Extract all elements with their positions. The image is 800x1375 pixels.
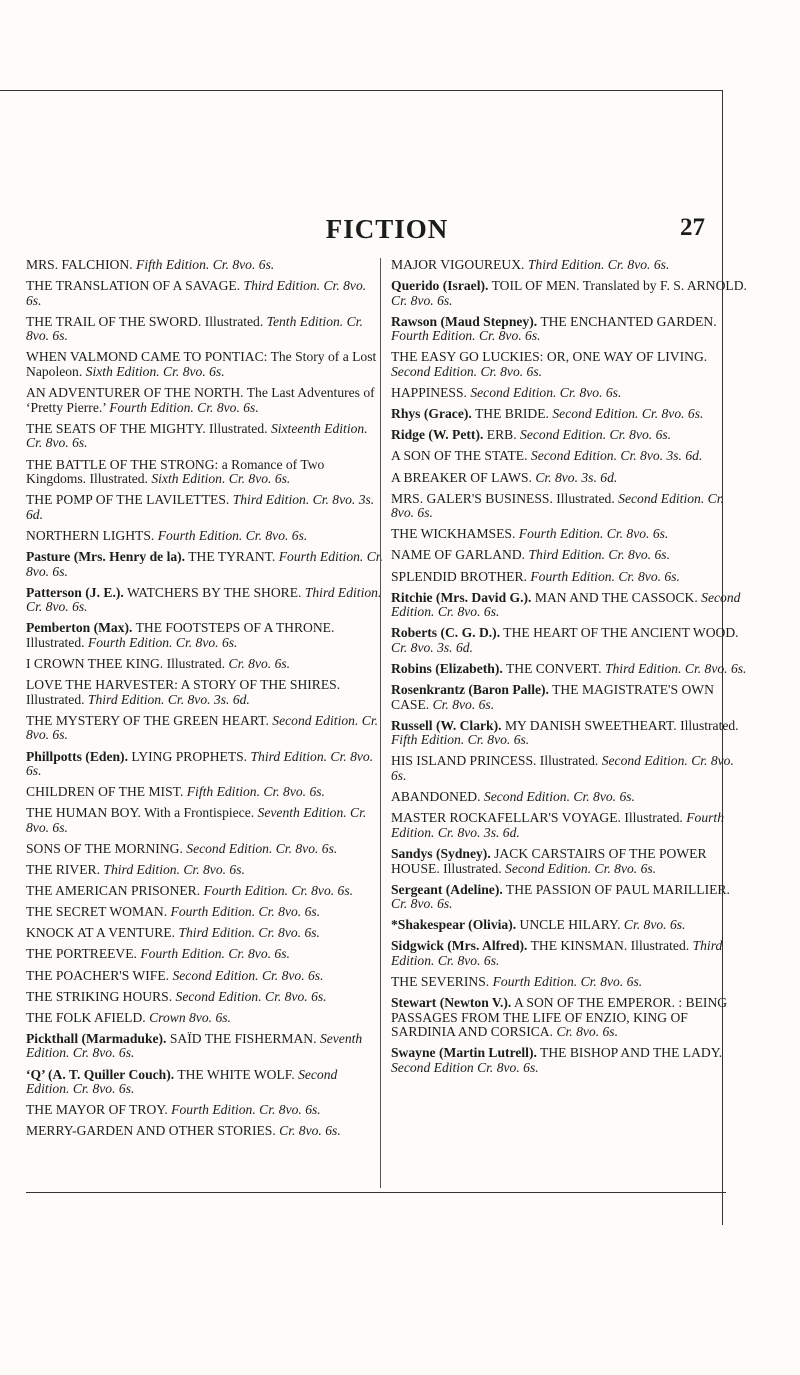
entry-author: Roberts (C. G. D.). xyxy=(391,625,501,641)
entry-edition-price: Second Edition. Cr. 8vo. 6s. xyxy=(552,406,704,422)
catalogue-entry xyxy=(26,1068,384,1097)
catalogue-entry xyxy=(391,790,749,805)
entry-edition-price: Fourth Edition. Cr. 8vo. 6s. xyxy=(530,568,680,584)
entry-title: THE PORTREEVE. xyxy=(26,946,137,962)
entry-title: MASTER ROCKAFELLAR'S VOYAGE. Illustrated. xyxy=(391,810,683,826)
catalogue-entry xyxy=(26,884,384,899)
entry-author: Russell (W. Clark). xyxy=(391,717,502,733)
entry-title: THE MAYOR OF TROY. xyxy=(26,1102,168,1118)
catalogue-entry xyxy=(391,591,749,620)
entry-edition-price: Second Edition. Cr. 8vo. 6s. xyxy=(26,712,379,743)
entry-author: Ridge (W. Pett). xyxy=(391,427,484,443)
entry-title: A BREAKER OF LAWS. xyxy=(391,469,532,485)
entry-edition-price: Sixth Edition. Cr. 8vo. 6s. xyxy=(151,471,291,487)
catalogue-entry xyxy=(26,350,384,379)
entry-title: ABANDONED. xyxy=(391,789,481,805)
entry-title: THE KINSMAN. Illustrated. xyxy=(530,938,690,954)
entry-edition-price: Third Edition. Cr. 8vo. 6s. xyxy=(26,584,382,615)
entry-title: NORTHERN LIGHTS. xyxy=(26,527,155,543)
catalogue-entry xyxy=(26,586,384,615)
entry-edition-price: Third Edition. Cr. 8vo. 6s. xyxy=(527,257,670,272)
entry-author: Querido (Israel). xyxy=(391,278,489,294)
catalogue-entry xyxy=(391,527,749,542)
catalogue-entry xyxy=(391,548,749,563)
entry-author: Robins (Elizabeth). xyxy=(391,660,503,676)
entry-title: MAJOR VIGOUREUX. xyxy=(391,257,525,272)
entry-edition-price: Second Edition. Cr. 8vo. 6s. xyxy=(172,967,324,983)
entry-title: THE SEATS OF THE MIGHTY. Illustrated. xyxy=(26,420,268,436)
entry-edition-price: Sixth Edition. Cr. 8vo. 6s. xyxy=(85,364,225,380)
entry-author: Phillpotts (Eden). xyxy=(26,748,128,764)
entry-title: THE FOOTSTEPS OF A THRONE. Illustrated. xyxy=(26,620,335,650)
entry-title: WHEN VALMOND CAME TO PONTIAC: The Story of a Lost Napoleon. xyxy=(26,349,377,380)
entry-title: THE ENCHANTED GARDEN. xyxy=(540,313,717,329)
section-title: FICTION xyxy=(325,214,449,244)
entry-title: THE PASSION OF PAUL MARILLIER. xyxy=(505,881,730,897)
catalogue-entry xyxy=(391,350,749,379)
catalogue-entry xyxy=(391,471,749,486)
catalogue-entry xyxy=(391,492,749,521)
entry-edition-price: Third Edition. Cr. 8vo. 6s. xyxy=(604,660,747,676)
entry-edition-price: Fifth Edition. Cr. 8vo. 6s. xyxy=(186,784,325,800)
entry-title: THE AMERICAN PRISONER. xyxy=(26,883,201,899)
entry-edition-price: Fourth Edition. Cr. 8vo. 6s. xyxy=(26,549,383,579)
entry-title: SAÏD THE FISHERMAN. xyxy=(169,1030,317,1046)
entry-edition-price: Fourth Edition. Cr. 8vo. 3s. 6d. xyxy=(391,810,724,840)
entry-edition-price: Sixteenth Edition. Cr. 8vo. 6s. xyxy=(26,420,368,451)
entry-edition-price: Fourth Edition. Cr. 8vo. 6s. xyxy=(157,527,308,543)
catalogue-entry xyxy=(391,719,749,748)
entry-edition-price: Fourth Edition. Cr. 8vo. 6s. xyxy=(518,526,669,542)
entry-edition-price: Cr. 8vo. 6s. xyxy=(391,292,453,308)
catalogue-entry xyxy=(391,996,749,1040)
catalogue-entry xyxy=(391,386,749,401)
entry-title: JACK CARSTAIRS OF THE POWER HOUSE. Illustrated. xyxy=(391,845,707,876)
entry-edition-price: Cr. 8vo. 6s. xyxy=(279,1123,341,1139)
entry-edition-price: Crown 8vo. 6s. xyxy=(149,1009,231,1025)
catalogue-entry xyxy=(391,315,749,344)
entry-author: Stewart (Newton V.). xyxy=(391,995,512,1011)
entry-edition-price: Third Edition. Cr. 8vo. 6s. xyxy=(528,547,670,563)
catalogue-entry xyxy=(26,657,384,672)
catalogue-entry xyxy=(26,842,384,857)
catalogue-entry xyxy=(391,975,749,990)
entry-edition-price: Third Edition. Cr. 8vo. 3s. 6d. xyxy=(26,492,375,522)
catalogue-entry xyxy=(391,754,749,783)
page-number: 27 xyxy=(680,214,705,241)
entry-title: UNCLE HILARY. xyxy=(519,917,621,933)
catalogue-entry xyxy=(26,1124,384,1139)
entry-title: LOVE THE HARVESTER: A STORY OF THE SHIRES. Illustrated. xyxy=(26,677,341,707)
catalogue-entry xyxy=(391,662,749,677)
entry-edition-price: Fourth Edition. Cr. 8vo. 6s. xyxy=(492,974,643,990)
catalogue-entry xyxy=(26,750,384,779)
entry-title: THE MYSTERY OF THE GREEN HEART. xyxy=(26,712,269,728)
catalogue-entry xyxy=(26,1103,384,1118)
entry-title: THE BISHOP AND THE LADY. xyxy=(540,1045,723,1061)
entry-title: NAME OF GARLAND. xyxy=(391,547,526,563)
entry-edition-price: Third Edition. Cr. 8vo. 6s. xyxy=(178,925,320,941)
entry-author: *Shakespear (Olivia). xyxy=(391,917,517,933)
entry-edition-price: Cr. 8vo. 3s. 6d. xyxy=(535,469,618,485)
entry-edition-price: Second Edition. Cr. 8vo. 6s. xyxy=(505,860,657,876)
entry-edition-price: Fourth Edition. Cr. 8vo. 6s. xyxy=(171,1102,321,1118)
entry-edition-price: Cr. 8vo. 6s. xyxy=(432,696,495,712)
catalogue-entry xyxy=(26,1032,384,1061)
entry-edition-price: Second Edition. Cr. 8vo. 6s. xyxy=(470,385,622,401)
column-divider xyxy=(380,258,381,1188)
entry-author: Rhys (Grace). xyxy=(391,406,472,422)
entry-edition-price: Second Edition. Cr. 8vo. 6s. xyxy=(391,490,724,521)
catalogue-entry xyxy=(26,990,384,1005)
catalogue-entry xyxy=(26,529,384,544)
entry-author: Pemberton (Max). xyxy=(26,620,133,636)
catalogue-entry xyxy=(26,1011,384,1026)
entry-title: SONS OF THE MORNING. xyxy=(26,841,183,856)
entry-title: CHILDREN OF THE MIST. xyxy=(26,784,184,800)
catalogue-entry xyxy=(26,905,384,920)
entry-edition-price: Second Edition. Cr. 8vo. 6s. xyxy=(391,753,734,784)
entry-title: HAPPINESS. xyxy=(391,385,467,401)
entry-title: HIS ISLAND PRINCESS. Illustrated. xyxy=(391,753,599,769)
catalogue-entry xyxy=(391,407,749,422)
entry-edition-price: Seventh Edition. Cr. 8vo. 6s. xyxy=(26,805,367,835)
top-border-line xyxy=(0,90,722,91)
entry-title: ERB. xyxy=(486,427,517,443)
entry-edition-price: Seventh Edition. Cr. 8vo. 6s. xyxy=(26,1030,363,1061)
entry-title: MRS. GALER'S BUSINESS. Illustrated. xyxy=(391,490,615,506)
catalogue-entry xyxy=(26,621,384,650)
entry-title: MERRY-GARDEN AND OTHER STORIES. xyxy=(26,1123,276,1139)
catalogue-entry xyxy=(26,926,384,941)
entry-title: THE TYRANT. xyxy=(188,549,276,564)
catalogue-entry xyxy=(26,550,384,579)
entry-edition-price: Fourth Edition. Cr. 8vo. 6s. xyxy=(109,399,259,415)
catalogue-entry xyxy=(391,279,749,308)
entry-author: Sidgwick (Mrs. Alfred). xyxy=(391,938,528,954)
catalogue-entry xyxy=(26,493,384,522)
entry-author: Sergeant (Adeline). xyxy=(391,881,503,897)
entry-title: THE MAGISTRATE'S OWN CASE. xyxy=(391,682,714,712)
entry-author: Sandys (Sydney). xyxy=(391,845,491,861)
bottom-rule xyxy=(26,1192,726,1193)
entry-author: Pasture (Mrs. Henry de la). xyxy=(26,549,186,564)
entry-title: THE TRAIL OF THE SWORD. Illustrated. xyxy=(26,313,264,329)
catalogue-entry xyxy=(26,969,384,984)
entry-title: A SON OF THE STATE. xyxy=(391,448,528,464)
entry-title: I CROWN THEE KING. Illustrated. xyxy=(26,656,226,672)
entry-edition-price: Second Edition. Cr. 8vo. 6s. xyxy=(391,589,741,620)
entry-edition-price: Cr. 8vo. 6s. xyxy=(228,656,291,672)
entry-edition-price: Third Edition. Cr. 8vo. 6s. xyxy=(26,748,374,779)
catalogue-entry xyxy=(26,258,384,273)
entry-edition-price: Third Edition. Cr. 8vo. 3s. 6d. xyxy=(87,691,250,707)
entry-edition-price: Third Edition. Cr. 8vo. 6s. xyxy=(26,278,367,308)
entry-title: THE SECRET WOMAN. xyxy=(26,904,168,920)
catalogue-entry xyxy=(26,714,384,743)
catalogue-entry xyxy=(391,811,749,840)
entry-edition-price: Fifth Edition. Cr. 8vo. 6s. xyxy=(391,732,530,748)
catalogue-entry xyxy=(26,785,384,800)
entry-edition-price: Fourth Edition. Cr. 8vo. 6s. xyxy=(170,904,321,920)
catalogue-entry xyxy=(26,678,384,707)
entry-title: THE BATTLE OF THE STRONG: a Romance of Two Kingdoms. Illustrated. xyxy=(26,456,325,487)
catalogue-entry xyxy=(391,570,749,585)
catalogue-entry xyxy=(26,947,384,962)
entry-edition-price: Fourth Edition. Cr. 8vo. 6s. xyxy=(87,634,238,650)
entry-author: ‘Q’ (A. T. Quiller Couch). xyxy=(26,1066,175,1082)
entry-edition-price: Second Edition. Cr. 8vo. 6s. xyxy=(175,988,327,1004)
entry-title: MRS. FALCHION. xyxy=(26,257,133,272)
entry-title: THE WHITE WOLF. xyxy=(177,1066,295,1082)
entry-edition-price: Fifth Edition. Cr. 8vo. 6s. xyxy=(136,257,275,272)
catalogue-entry xyxy=(391,428,749,443)
entry-title: THE FOLK AFIELD. xyxy=(26,1009,146,1025)
entry-edition-price: Second Edition. Cr. 8vo. 6s. xyxy=(520,427,672,443)
catalogue-entry xyxy=(26,386,384,415)
entry-title: THE TRANSLATION OF A SAVAGE. xyxy=(26,278,241,294)
entry-title: AN ADVENTURER OF THE NORTH. The Last Adventures of ‘Pretty Pierre.’ xyxy=(26,385,375,415)
entry-title: THE BRIDE. xyxy=(474,406,549,422)
entry-author: Pickthall (Marmaduke). xyxy=(26,1030,167,1046)
entry-title: THE SEVERINS. xyxy=(391,974,490,990)
entry-edition-price: Second Edition Cr. 8vo. 6s. xyxy=(391,1060,539,1076)
entry-title: THE STRIKING HOURS. xyxy=(26,988,173,1004)
entry-title: THE POACHER'S WIFE. xyxy=(26,967,170,983)
catalogue-entry xyxy=(26,279,384,308)
entry-author: Swayne (Martin Lutrell). xyxy=(391,1045,537,1061)
entry-edition-price: Second Edition. Cr. 8vo. 6s. xyxy=(391,364,543,380)
entry-edition-price: Second Edition. Cr. 8vo. 6s. xyxy=(483,789,635,805)
entry-title: THE HEART OF THE ANCIENT WOOD. xyxy=(503,625,739,641)
entry-author: Ritchie (Mrs. David G.). xyxy=(391,589,532,605)
entry-edition-price: Second Edition. Cr. 8vo. 6s. xyxy=(186,841,338,856)
entry-title: TOIL OF MEN. Translated by F. S. ARNOLD. xyxy=(491,278,747,294)
entry-edition-price: Second Edition. Cr. 8vo. 3s. 6d. xyxy=(530,448,703,464)
entry-title: THE HUMAN BOY. With a Frontispiece. xyxy=(26,805,255,821)
entry-edition-price: Cr. 8vo. 3s. 6d. xyxy=(391,639,473,655)
entry-edition-price: Cr. 8vo. 6s. xyxy=(391,896,453,912)
entry-title: THE CONVERT. xyxy=(505,660,602,676)
entry-title: MY DANISH SWEETHEART. Illustrated. xyxy=(504,717,739,733)
catalogue-entry xyxy=(391,626,749,655)
entry-edition-price: Fourth Edition. Cr. 8vo. 6s. xyxy=(140,946,290,962)
left-column xyxy=(26,258,384,1145)
right-column xyxy=(391,258,749,1082)
catalogue-entry xyxy=(391,939,749,968)
entry-title: LYING PROPHETS. xyxy=(131,748,248,764)
entry-edition-price: Fourth Edition. Cr. 8vo. 6s. xyxy=(391,328,541,344)
entry-edition-price: Cr. 8vo. 6s. xyxy=(623,917,686,933)
catalogue-entry xyxy=(26,315,384,344)
entry-edition-price: Third Edition. Cr. 8vo. 6s. xyxy=(391,938,723,968)
entry-title: A SON OF THE EMPEROR. : BEING PASSAGES FROM THE LIFE OF ENZIO, KING OF SARDINIA AND CORSICA. xyxy=(391,995,728,1040)
entry-edition-price: Fourth Edition. Cr. 8vo. 6s. xyxy=(203,883,354,899)
entry-edition-price: Third Edition. Cr. 8vo. 6s. xyxy=(103,862,245,878)
catalogue-entry xyxy=(26,458,384,487)
catalogue-entry xyxy=(391,1046,749,1075)
entry-edition-price: Cr. 8vo. 6s. xyxy=(556,1024,618,1040)
entry-title: THE EASY GO LUCKIES: OR, ONE WAY OF LIVING. xyxy=(391,349,708,365)
catalogue-entry xyxy=(391,683,749,712)
entry-title: THE WICKHAMSES. xyxy=(391,526,516,542)
entry-title: WATCHERS BY THE SHORE. xyxy=(126,584,302,600)
entry-title: MAN AND THE CASSOCK. xyxy=(534,589,698,605)
entry-edition-price: Second Edition. Cr. 8vo. 6s. xyxy=(26,1066,338,1097)
catalogue-entry xyxy=(26,422,384,451)
entry-title: SPLENDID BROTHER. xyxy=(391,568,527,584)
catalogue-entry xyxy=(391,883,749,912)
entry-title: THE RIVER. xyxy=(26,862,101,878)
entry-edition-price: Tenth Edition. Cr. 8vo. 6s. xyxy=(26,313,363,344)
catalogue-entry xyxy=(391,258,749,273)
catalogue-entry xyxy=(26,806,384,835)
entry-author: Rawson (Maud Stepney). xyxy=(391,313,538,329)
catalogue-entry xyxy=(26,863,384,878)
catalogue-entry xyxy=(391,918,749,933)
catalogue-entry xyxy=(391,847,749,876)
catalogue-entry xyxy=(391,449,749,464)
entry-title: THE POMP OF THE LAVILETTES. xyxy=(26,492,230,508)
entry-author: Rosenkrantz (Baron Palle). xyxy=(391,682,549,698)
entry-author: Patterson (J. E.). xyxy=(26,584,124,600)
page-header xyxy=(0,214,800,250)
entry-title: KNOCK AT A VENTURE. xyxy=(26,925,176,941)
